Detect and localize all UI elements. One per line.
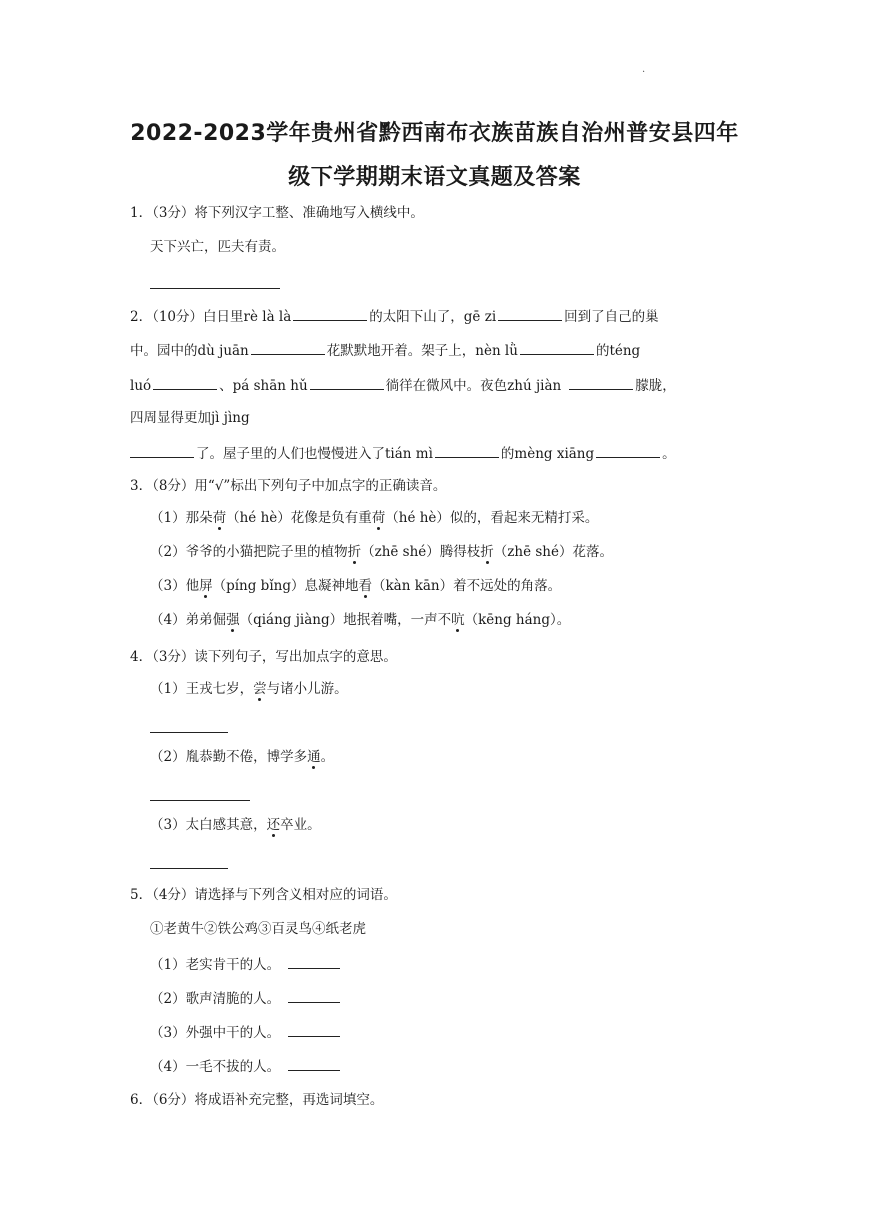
q4-s3c: 卒业。 (280, 817, 321, 833)
q2-blank-7[interactable] (569, 374, 633, 390)
q3-dotted-char: 屏 (199, 578, 213, 594)
page-title-line-2: 级下学期期末语文真题及答案 (288, 165, 581, 190)
q2-l5c: 。 (662, 446, 676, 462)
q3-s2c: （zhē shé）腾得枝 (361, 544, 481, 560)
q3-s4a: （4）弟弟倔 (150, 612, 227, 628)
q3-item-4 (150, 610, 570, 630)
q4-answer-blank-3[interactable] (150, 867, 228, 869)
q2-line-3 (130, 374, 676, 394)
q2-blank-8[interactable] (130, 442, 194, 458)
q2-blank-2[interactable] (498, 305, 562, 321)
q5-item-text: （4）一毛不拔的人。 (150, 1059, 281, 1075)
q3-item-2 (150, 542, 613, 562)
q3-dotted-char: 强 (226, 612, 240, 628)
q2-line-5 (130, 442, 676, 462)
q3-dotted-char: 荷 (212, 510, 227, 526)
q4-s1a: （1）王戎七岁， (150, 681, 254, 697)
q3-s3e: （kàn kān）着不远处的角落。 (371, 578, 562, 594)
q2-blank-1[interactable] (293, 305, 367, 321)
q3-s1c: （hé hè）花像是负有重 (226, 510, 372, 526)
q2-blank-4[interactable] (520, 339, 594, 355)
q1-stem: 1．（3分）将下列汉字工整、准确地写入横线中。 (130, 205, 424, 221)
q1-text: 天下兴亡，匹夫有责。 (150, 239, 285, 255)
q4-answer-blank-1[interactable] (150, 731, 228, 733)
q2-blank-3[interactable] (251, 339, 325, 355)
q3-s1a: （1）那朵 (150, 510, 213, 526)
q2-blank-10[interactable] (596, 442, 660, 458)
q5-blank-4[interactable] (288, 1055, 340, 1071)
q4-item-2 (150, 747, 334, 767)
q2-blank-9[interactable] (435, 442, 499, 458)
q5-blank-1[interactable] (288, 953, 340, 969)
q3-stem: 3．（8分）用“√”标出下列句子中加点字的正确读音。 (130, 478, 447, 494)
q5-item-text: （2）歌声清脆的人。 (150, 991, 281, 1007)
q4-dotted-char: 尝 (253, 681, 267, 697)
page-title-line-1: 2022-2023学年贵州省黔西南布衣族苗族自治州普安县四年 (130, 121, 739, 146)
q4-item-1 (150, 679, 348, 699)
q4-answer-blank-2[interactable] (150, 799, 250, 801)
q5-item-1 (150, 953, 342, 973)
q3-dotted-char: 看 (358, 578, 372, 594)
q2-l2b: 花默默地开着。架子上，nèn lǜ (326, 343, 518, 359)
q5-item-2 (150, 987, 342, 1007)
q3-dotted-char: 吭 (451, 612, 465, 628)
q5-item-4 (150, 1055, 342, 1075)
q5-item-3 (150, 1021, 342, 1041)
q2-l1c: 回到了自己的巢 (564, 309, 659, 325)
q2-l5a: 了。屋子里的人们也慢慢进入了tián mì (196, 446, 433, 462)
q2-l2c: 的téng (595, 343, 641, 359)
q2-l3d: 朦胧， (635, 378, 676, 394)
q2-l1a: 2．（10分）白日里rè là là (130, 309, 292, 325)
q2-l3c: 徜徉在微风中。夜色zhú jiàn (385, 378, 562, 394)
q4-dotted-char: 还 (266, 817, 281, 833)
q3-s4e: （kēng háng）。 (464, 612, 571, 628)
corner-dot: . (642, 64, 646, 75)
q3-s3a: （3）他 (150, 578, 200, 594)
q3-s3c: （píng bǐng）息凝神地 (212, 578, 359, 594)
q3-s1e: （hé hè）似的，看起来无精打采。 (385, 510, 599, 526)
q2-blank-5[interactable] (153, 374, 217, 390)
q4-dotted-char: 通 (307, 749, 321, 765)
q2-l2a: 中。园中的dù juān (130, 343, 249, 359)
q4-stem: 4．（3分）读下列句子，写出加点字的意思。 (130, 649, 397, 665)
q5-item-text: （1）老实肯干的人。 (150, 957, 281, 973)
q4-s2c: 。 (320, 749, 335, 765)
q2-line-2 (130, 339, 640, 359)
q3-dotted-char: 折 (480, 544, 494, 560)
q5-stem: 5．（4分）请选择与下列含义相对应的词语。 (130, 887, 397, 903)
q5-item-text: （3）外强中干的人。 (150, 1025, 281, 1041)
q3-s2e: （zhē shé）花落。 (493, 544, 613, 560)
q2-blank-6[interactable] (310, 374, 384, 390)
q2-l1b: 的太阳下山了，gē zi (369, 309, 497, 325)
q3-dotted-char: 荷 (371, 510, 386, 526)
q4-s2a: （2）胤恭勤不倦，博学多 (150, 749, 308, 765)
q4-s1c: 与诸小儿游。 (266, 681, 348, 697)
q4-item-3 (150, 815, 321, 835)
q2-l3a: luó (130, 378, 152, 394)
q2-l3b: 、pá shān hǔ (219, 378, 308, 394)
q1-answer-blank[interactable] (150, 287, 280, 289)
q2-line-1 (130, 305, 659, 325)
q3-dotted-char: 折 (347, 544, 362, 560)
q6-stem: 6．（6分）将成语补充完整，再选词填空。 (130, 1092, 384, 1108)
q3-item-1 (150, 508, 598, 528)
q5-options: ①老黄牛②铁公鸡③百灵鸟④纸老虎 (150, 921, 366, 937)
q2-line-4: 四周显得更加jì jìng (130, 410, 250, 426)
q4-s3a: （3）太白感其意， (150, 817, 267, 833)
q2-l5b: 的mèng xiāng (500, 446, 595, 462)
q3-s4c: （qiáng jiàng）地抿着嘴，一声不 (239, 612, 452, 628)
q5-blank-3[interactable] (288, 1021, 340, 1037)
q3-item-3 (150, 576, 561, 596)
q5-blank-2[interactable] (288, 987, 340, 1003)
q3-s2a: （2）爷爷的小猫把院子里的植物 (150, 544, 348, 560)
